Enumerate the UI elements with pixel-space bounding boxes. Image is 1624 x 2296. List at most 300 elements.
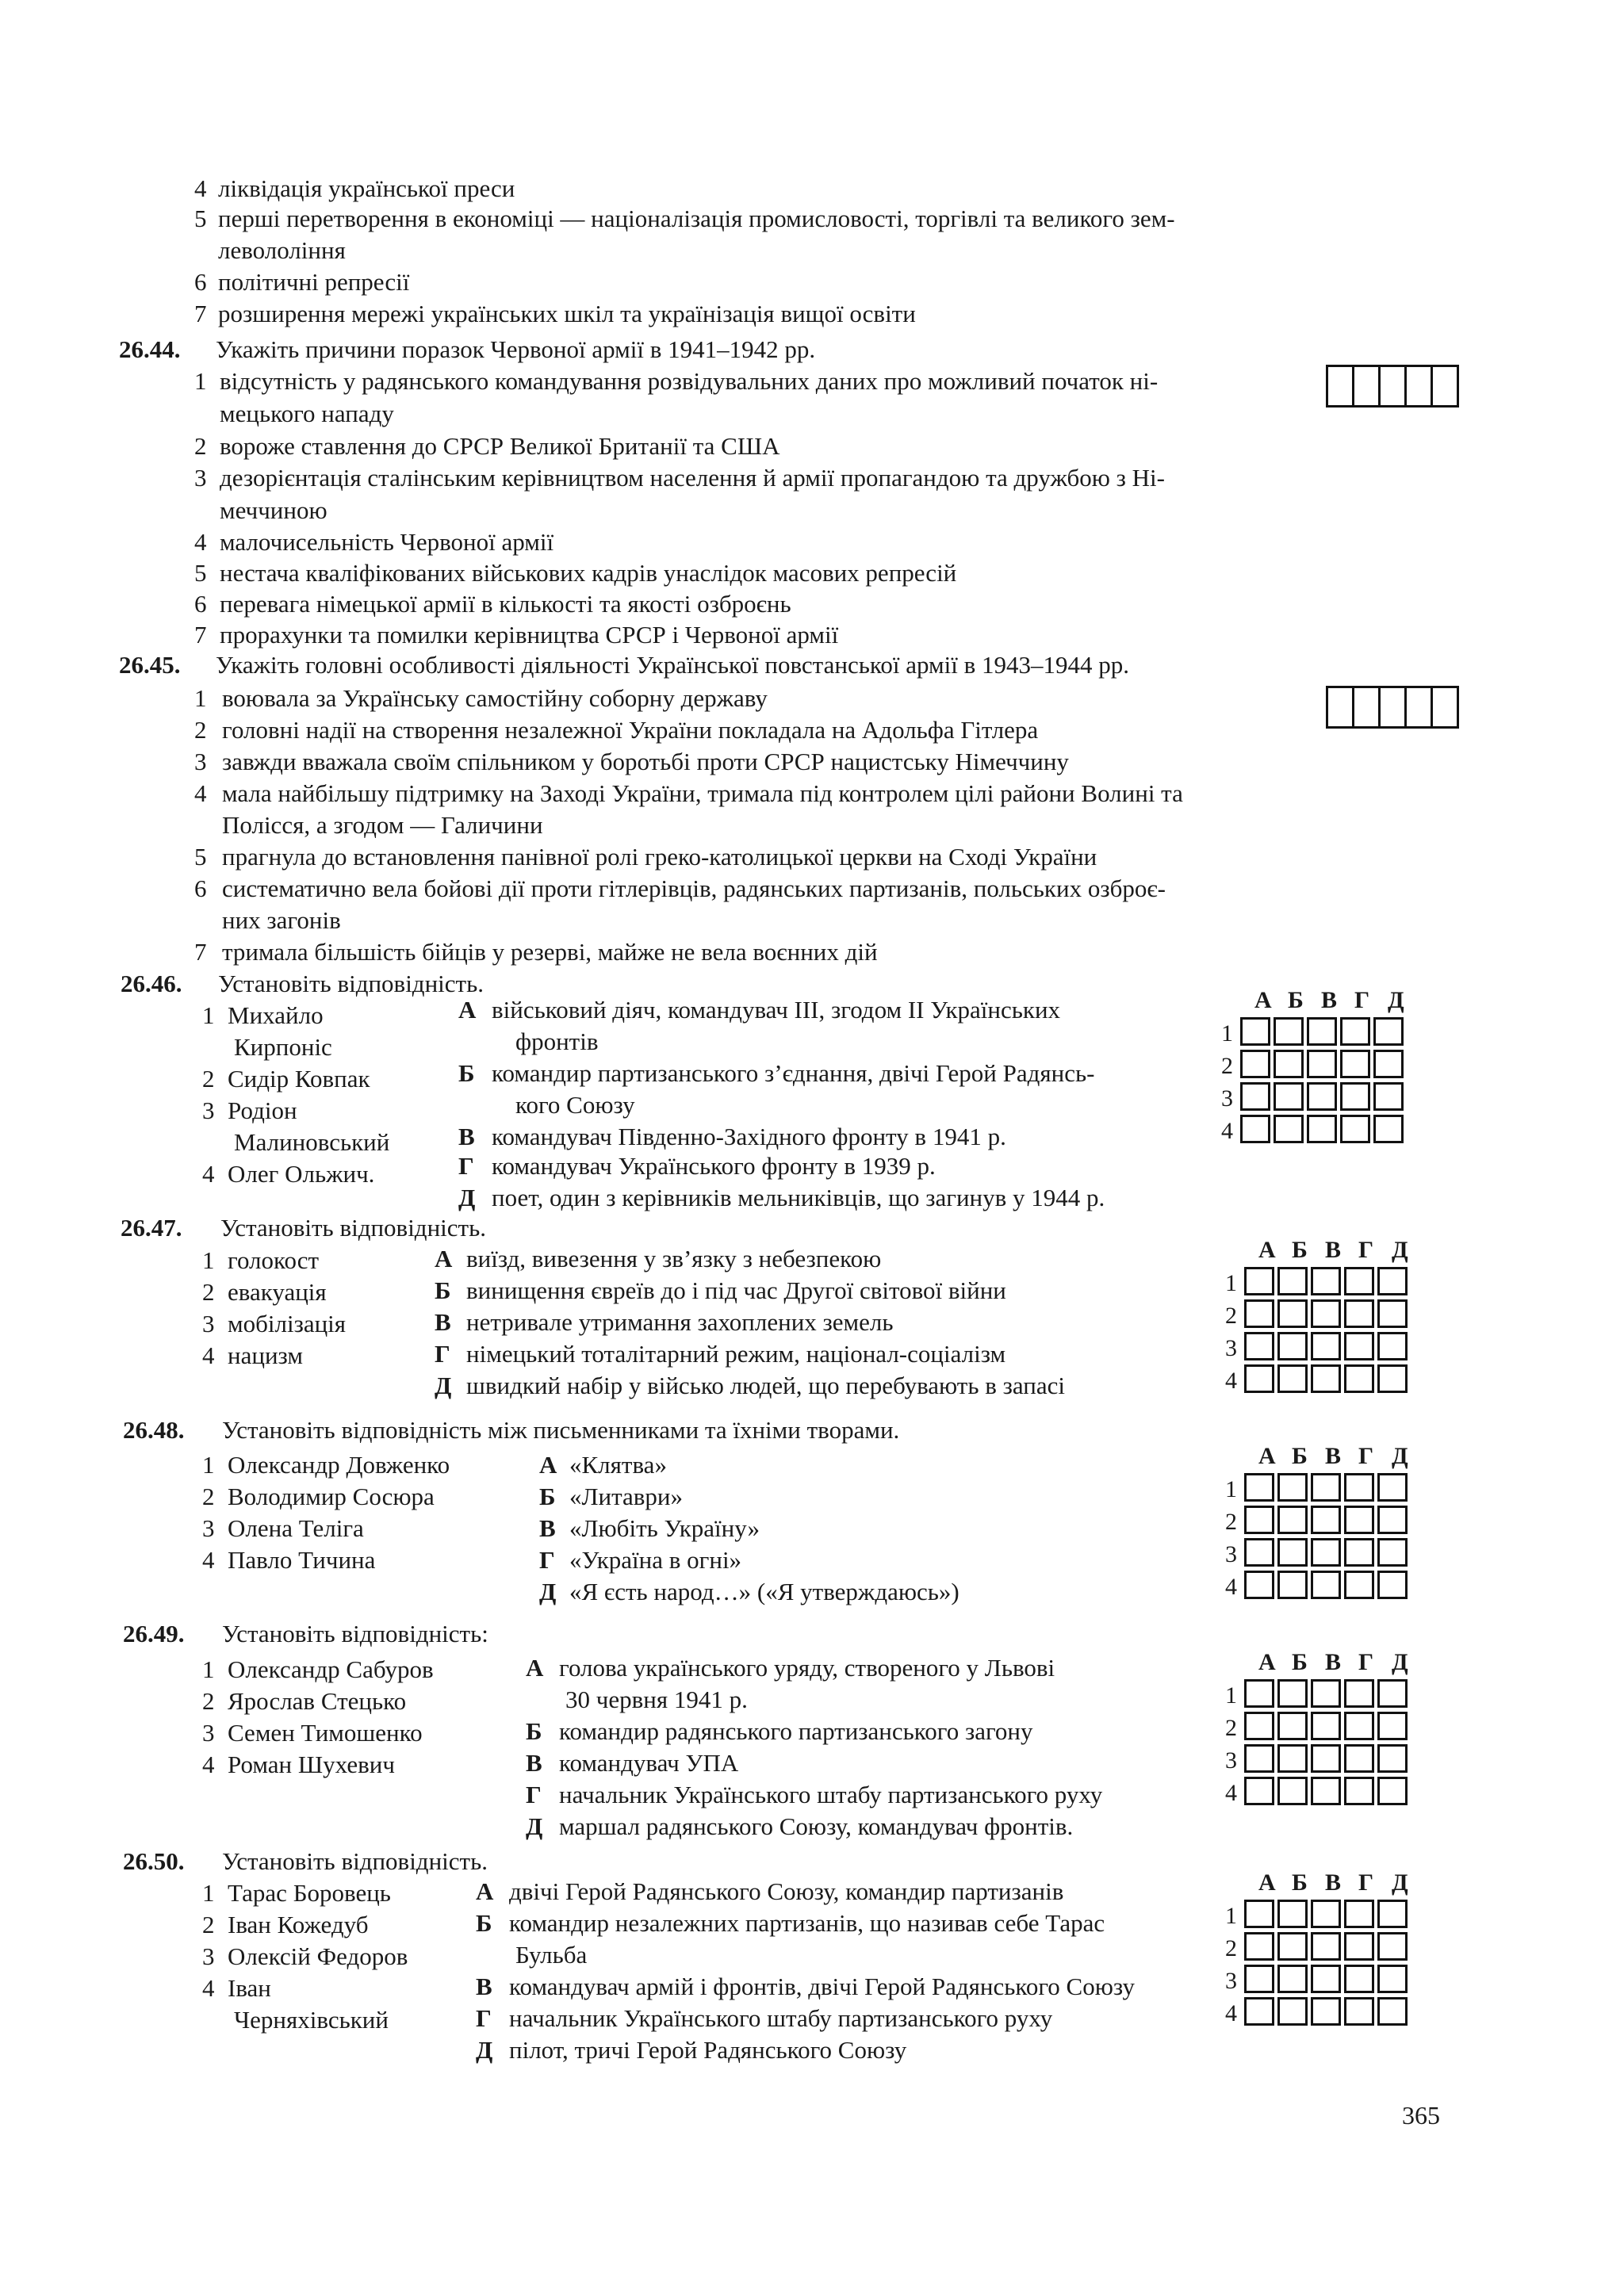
right-letter: Д (458, 1184, 476, 1211)
right-text: начальник Українського штабу партизанського руху (509, 2004, 1053, 2032)
left-text: голокост (228, 1246, 320, 1274)
left-text: Роман Шухевич (228, 1751, 395, 1778)
grid-cell[interactable] (1344, 1679, 1374, 1708)
grid-col-label: Б (1292, 1649, 1308, 1675)
grid-cell[interactable] (1244, 1571, 1274, 1599)
left-num: 1 (202, 1879, 215, 1907)
grid-cell[interactable] (1244, 1965, 1274, 1993)
grid-row-label: 4 (1225, 1368, 1237, 1394)
grid-row-label: 3 (1225, 1335, 1237, 1361)
grid-cell[interactable] (1311, 1997, 1341, 2026)
item-num: 7 (194, 938, 207, 966)
grid-cell[interactable] (1277, 1900, 1308, 1928)
left-num: 4 (202, 1160, 215, 1188)
grid-row-label: 2 (1221, 1053, 1233, 1079)
grid-row-label: 2 (1225, 1935, 1237, 1961)
grid-cell[interactable] (1244, 1777, 1274, 1805)
grid-cell[interactable] (1277, 1571, 1308, 1599)
grid-cell[interactable] (1240, 1017, 1270, 1046)
grid-cell[interactable] (1244, 1332, 1274, 1360)
item-num: 6 (194, 590, 207, 618)
grid-cell[interactable] (1311, 1506, 1341, 1534)
grid-cell[interactable] (1244, 1900, 1274, 1928)
right-letter: В (526, 1749, 542, 1777)
grid-cell[interactable] (1274, 1082, 1304, 1111)
grid-cell[interactable] (1244, 1712, 1274, 1740)
grid-cell[interactable] (1340, 1050, 1370, 1078)
left-text: Михайло (228, 1001, 324, 1029)
right-text: німецький тоталітарний режим, націонал-соціалізм (466, 1340, 1006, 1368)
grid-cell[interactable] (1344, 1364, 1374, 1393)
item-text: малочисельність Червоної армії (220, 528, 554, 556)
answer-box[interactable] (1404, 686, 1433, 729)
grid-cell[interactable] (1244, 1364, 1274, 1393)
grid-row (1244, 1932, 1411, 1961)
answer-box[interactable] (1326, 686, 1354, 729)
right-text: винищення євреїв до і під час Другої світової війни (466, 1276, 1006, 1304)
grid-cell[interactable] (1377, 1744, 1408, 1773)
grid-row (1244, 1299, 1411, 1328)
right-letter: Б (476, 1909, 492, 1937)
grid-col-label: А (1258, 1649, 1276, 1675)
right-letter: А (458, 996, 477, 1024)
item-num: 4 (194, 528, 207, 556)
item-num: 6 (194, 874, 207, 902)
left-cont: Черняхівський (234, 2006, 389, 2034)
grid-cell[interactable] (1344, 1900, 1374, 1928)
grid-cell[interactable] (1307, 1082, 1337, 1111)
right-text: голова українського уряду, створеного у Львові (559, 1654, 1055, 1682)
grid-row-label: 3 (1225, 1968, 1237, 1994)
grid-cell[interactable] (1311, 1932, 1341, 1961)
grid-cell[interactable] (1344, 1299, 1374, 1328)
grid-cell[interactable] (1277, 1712, 1308, 1740)
grid-col-label: В (1325, 1649, 1342, 1675)
item-num: 7 (194, 621, 207, 649)
grid-cell[interactable] (1244, 1473, 1274, 1502)
right-cont: Бульба (515, 1941, 588, 1969)
answer-box[interactable] (1352, 365, 1381, 408)
right-letter: Г (539, 1546, 555, 1574)
right-letter: Д (476, 2036, 493, 2064)
right-text: «Україна в огні» (569, 1546, 742, 1574)
grid-cell[interactable] (1344, 1571, 1374, 1599)
grid-cell[interactable] (1277, 1744, 1308, 1773)
grid-cell[interactable] (1277, 1364, 1308, 1393)
item-text: головні надії на створення незалежної України покладала на Адольфа Гітлера (222, 716, 1039, 744)
left-num: 4 (202, 1546, 215, 1574)
right-text: «Литаври» (569, 1483, 684, 1510)
grid-cell[interactable] (1377, 1332, 1408, 1360)
left-text: Олег Ольжич. (228, 1160, 375, 1188)
grid-row (1244, 1900, 1411, 1928)
prev-item-num: 6 (194, 268, 207, 296)
grid-cell[interactable] (1344, 1777, 1374, 1805)
grid-row-label: 4 (1225, 2000, 1237, 2026)
grid-cell[interactable] (1373, 1017, 1404, 1046)
grid-cell[interactable] (1377, 1997, 1408, 2026)
grid-cell[interactable] (1377, 1473, 1408, 1502)
left-num: 2 (202, 1065, 215, 1093)
left-text: Олексій Федоров (228, 1942, 408, 1970)
item-num: 2 (194, 432, 207, 460)
grid-cell[interactable] (1377, 1712, 1408, 1740)
grid-col-label: Г (1358, 1443, 1374, 1469)
question-number: 26.46. (121, 970, 182, 997)
grid-col-label: Б (1292, 1237, 1308, 1263)
right-text: двічі Герой Радянського Союзу, командир партизанів (509, 1877, 1064, 1905)
item-num: 3 (194, 748, 207, 775)
grid-col-label: Д (1392, 1869, 1408, 1896)
grid-col-label: В (1325, 1869, 1342, 1896)
right-text: виїзд, вивезення у зв’язку з небезпекою (466, 1245, 882, 1272)
grid-cell[interactable] (1377, 1777, 1408, 1805)
grid-row-label: 3 (1221, 1085, 1233, 1112)
grid-cell[interactable] (1274, 1115, 1304, 1143)
grid-cell[interactable] (1311, 1299, 1341, 1328)
right-text: «Любіть Україну» (569, 1514, 760, 1542)
item-num: 2 (194, 716, 207, 744)
question-title: Установіть відповідність. (218, 970, 484, 997)
item-text: тримала більшість бійців у резерві, майже не вела воєнних дій (222, 938, 878, 966)
grid-cell[interactable] (1377, 1506, 1408, 1534)
prev-item-cont: леволоління (218, 236, 346, 264)
left-num: 4 (202, 1341, 215, 1369)
right-letter: Д (539, 1578, 557, 1605)
grid-col-label: А (1254, 987, 1272, 1013)
right-text: «Клятва» (569, 1451, 667, 1479)
left-text: Сидір Ковпак (228, 1065, 370, 1093)
right-text: командувач армій і фронтів, двічі Герой Радянського Союзу (509, 1973, 1135, 2000)
item-num: 5 (194, 559, 207, 587)
grid-cell[interactable] (1311, 1364, 1341, 1393)
right-text: «Я єсть народ…» («Я утверждаюсь») (569, 1578, 959, 1605)
left-num: 4 (202, 1751, 215, 1778)
right-text: командир радянського партизанського загону (559, 1717, 1033, 1745)
grid-row-label: 4 (1221, 1118, 1233, 1144)
grid-cell[interactable] (1277, 1299, 1308, 1328)
grid-cell[interactable] (1344, 1997, 1374, 2026)
right-letter: В (458, 1123, 475, 1150)
left-num: 1 (202, 1451, 215, 1479)
prev-item-num: 7 (194, 300, 207, 327)
right-letter: Б (539, 1483, 556, 1510)
right-text: поет, один з керівників мельниківців, що загинув у 1944 р. (492, 1184, 1105, 1211)
item-text: дезорієнтація сталінським керівництвом населення й армії пропагандою та дружбою з Ні- (220, 464, 1165, 492)
right-text: командир незалежних партизанів, що називав себе Тарас (509, 1909, 1105, 1937)
grid-row (1244, 1267, 1411, 1295)
item-num: 5 (194, 843, 207, 871)
grid-row (1244, 1506, 1411, 1534)
question-number: 26.44. (119, 335, 181, 363)
grid-col-label: Г (1354, 987, 1370, 1013)
item-text: відсутність у радянського командування розвідувальних даних про можливий початок ні- (220, 367, 1159, 395)
question-number: 26.47. (121, 1214, 182, 1242)
answer-box[interactable] (1378, 365, 1407, 408)
grid-cell[interactable] (1377, 1267, 1408, 1295)
grid-cell[interactable] (1344, 1965, 1374, 1993)
grid-cell[interactable] (1240, 1082, 1270, 1111)
grid-col-label: А (1258, 1869, 1276, 1896)
left-text: евакуація (228, 1278, 327, 1306)
grid-cell[interactable] (1244, 1679, 1274, 1708)
grid-cell[interactable] (1340, 1115, 1370, 1143)
grid-cell[interactable] (1373, 1115, 1404, 1143)
grid-cell[interactable] (1311, 1538, 1341, 1567)
grid-cell[interactable] (1307, 1050, 1337, 1078)
grid-cell[interactable] (1307, 1017, 1337, 1046)
item-text: мала найбільшу підтримку на Заході України, тримала під контролем цілі райони Волині та (222, 779, 1183, 807)
grid-row-label: 1 (1221, 1020, 1233, 1047)
prev-item-text: ліквідація української преси (218, 174, 515, 202)
item-num: 1 (194, 367, 207, 395)
right-letter: В (539, 1514, 556, 1542)
grid-cell[interactable] (1244, 1744, 1274, 1773)
grid-cell[interactable] (1311, 1571, 1341, 1599)
answer-box[interactable] (1431, 365, 1459, 408)
item-cont: меччиною (220, 496, 327, 524)
right-text: військовий діяч, командувач III, згодом II Українських (492, 996, 1061, 1024)
answer-box[interactable] (1404, 365, 1433, 408)
grid-cell[interactable] (1240, 1050, 1270, 1078)
grid-col-label: Б (1292, 1443, 1308, 1469)
right-text: нетривале утримання захоплених земель (466, 1308, 894, 1336)
grid-cell[interactable] (1244, 1932, 1274, 1961)
grid-row-label: 2 (1225, 1715, 1237, 1741)
item-cont: Полісся, а згодом — Галичини (222, 811, 543, 839)
prev-item-text: політичні репресії (218, 268, 410, 296)
left-num: 3 (202, 1310, 215, 1337)
grid-cell[interactable] (1277, 1777, 1308, 1805)
left-text: Олександр Сабуров (228, 1655, 434, 1683)
left-num: 2 (202, 1278, 215, 1306)
grid-cell[interactable] (1240, 1115, 1270, 1143)
left-text: Тарас Боровець (228, 1879, 391, 1907)
left-num: 4 (202, 1974, 215, 2002)
left-cont: Кирпоніс (234, 1033, 332, 1061)
right-text: маршал радянського Союзу, командувач фронтів. (559, 1812, 1074, 1840)
grid-row (1244, 1997, 1411, 2026)
grid-row (1244, 1473, 1411, 1502)
left-num: 1 (202, 1001, 215, 1029)
grid-row-label: 3 (1225, 1541, 1237, 1567)
right-cont: фронтів (515, 1027, 599, 1055)
grid-cell[interactable] (1274, 1017, 1304, 1046)
grid-cell[interactable] (1344, 1712, 1374, 1740)
question-title: Укажіть причини поразок Червоної армії в 1941–1942 рр. (216, 335, 816, 363)
grid-cell[interactable] (1373, 1082, 1404, 1111)
grid-cell[interactable] (1377, 1538, 1408, 1567)
right-letter: Б (526, 1717, 542, 1745)
grid-col-label: В (1325, 1237, 1342, 1263)
grid-col-label: А (1258, 1443, 1276, 1469)
grid-cell[interactable] (1311, 1679, 1341, 1708)
item-text: воювала за Українську самостійну соборну державу (222, 684, 768, 712)
grid-cell[interactable] (1277, 1506, 1308, 1534)
grid-cell[interactable] (1373, 1050, 1404, 1078)
grid-cell[interactable] (1344, 1506, 1374, 1534)
grid-cell[interactable] (1277, 1267, 1308, 1295)
grid-cell[interactable] (1277, 1997, 1308, 2026)
grid-row (1244, 1744, 1411, 1773)
grid-row (1244, 1538, 1411, 1567)
left-text: Володимир Сосюра (228, 1483, 435, 1510)
grid-cell[interactable] (1344, 1744, 1374, 1773)
grid-cell[interactable] (1340, 1017, 1370, 1046)
grid-cell[interactable] (1377, 1900, 1408, 1928)
left-text: Іван Кожедуб (228, 1911, 369, 1938)
grid-cell[interactable] (1274, 1050, 1304, 1078)
left-num: 3 (202, 1514, 215, 1542)
grid-cell[interactable] (1277, 1473, 1308, 1502)
grid-cell[interactable] (1311, 1965, 1341, 1993)
grid-col-label: Г (1358, 1649, 1374, 1675)
left-text: Ярослав Стецько (228, 1687, 407, 1715)
left-text: Семен Тимошенко (228, 1719, 423, 1747)
grid-col-label: Д (1392, 1649, 1408, 1675)
grid-cell[interactable] (1344, 1267, 1374, 1295)
grid-cell[interactable] (1311, 1744, 1341, 1773)
question-title: Укажіть головні особливості діяльності Української повстанської армії в 1943–1944 рр. (216, 651, 1129, 679)
grid-row (1244, 1364, 1411, 1393)
grid-col-label: В (1325, 1443, 1342, 1469)
grid-col-label: А (1258, 1237, 1276, 1263)
grid-cell[interactable] (1377, 1679, 1408, 1708)
right-letter: В (476, 1973, 492, 2000)
prev-item-text: перші перетворення в економіці — націоналізація промисловості, торгівлі та великого зем- (218, 205, 1175, 232)
grid-row-label: 1 (1225, 1270, 1237, 1296)
grid-cell[interactable] (1277, 1932, 1308, 1961)
grid-row (1244, 1777, 1411, 1805)
question-title: Установіть відповідність між письменниками та їхніми творами. (222, 1416, 900, 1444)
grid-row-label: 4 (1225, 1780, 1237, 1806)
grid-cell[interactable] (1311, 1332, 1341, 1360)
right-letter: А (435, 1245, 453, 1272)
left-text: Павло Тичина (228, 1546, 376, 1574)
right-text: командувач УПА (559, 1749, 739, 1777)
right-letter: В (435, 1308, 451, 1336)
right-letter: Д (435, 1372, 452, 1399)
grid-cell[interactable] (1277, 1679, 1308, 1708)
right-letter: А (526, 1654, 544, 1682)
item-text: нестача кваліфікованих військових кадрів унаслідок масових репресій (220, 559, 957, 587)
grid-cell[interactable] (1344, 1473, 1374, 1502)
question-number: 26.48. (123, 1416, 185, 1444)
grid-cell[interactable] (1377, 1932, 1408, 1961)
left-text: Родіон (228, 1096, 297, 1124)
grid-cell[interactable] (1307, 1115, 1337, 1143)
grid-cell[interactable] (1311, 1712, 1341, 1740)
grid-cell[interactable] (1277, 1538, 1308, 1567)
right-text: командувач Південно-Західного фронту в 1941 р. (492, 1123, 1006, 1150)
question-number: 26.45. (119, 651, 181, 679)
answer-box[interactable] (1431, 686, 1459, 729)
grid-cell[interactable] (1277, 1332, 1308, 1360)
grid-row (1244, 1965, 1411, 1993)
grid-cell[interactable] (1344, 1538, 1374, 1567)
grid-col-label: Г (1358, 1869, 1374, 1896)
grid-cell[interactable] (1244, 1267, 1274, 1295)
question-title: Установіть відповідність: (222, 1620, 488, 1647)
item-text: завжди вважала своїм спільником у боротьбі проти СРСР нацистську Німеччину (222, 748, 1069, 775)
left-num: 3 (202, 1719, 215, 1747)
grid-row-label: 1 (1225, 1903, 1237, 1929)
grid-cell[interactable] (1344, 1332, 1374, 1360)
right-letter: Б (435, 1276, 451, 1304)
right-text: командувач Українського фронту в 1939 р. (492, 1152, 936, 1180)
right-text: швидкий набір у військо людей, що перебувають в запасі (466, 1372, 1065, 1399)
grid-row (1244, 1571, 1411, 1599)
answer-box[interactable] (1352, 686, 1381, 729)
grid-row-label: 4 (1225, 1574, 1237, 1600)
left-num: 3 (202, 1096, 215, 1124)
grid-cell[interactable] (1377, 1299, 1408, 1328)
grid-cell[interactable] (1311, 1900, 1341, 1928)
grid-col-label: В (1321, 987, 1338, 1013)
grid-cell[interactable] (1344, 1932, 1374, 1961)
grid-row (1240, 1017, 1407, 1046)
right-letter: А (539, 1451, 557, 1479)
page-number: 365 (1402, 2101, 1440, 2130)
prev-item-num: 5 (194, 205, 207, 232)
grid-col-label: Д (1388, 987, 1404, 1013)
right-letter: Г (476, 2004, 492, 2032)
answer-box[interactable] (1326, 365, 1354, 408)
left-num: 2 (202, 1483, 215, 1510)
grid-row-label: 1 (1225, 1682, 1237, 1709)
item-num: 4 (194, 779, 207, 807)
grid-cell[interactable] (1244, 1997, 1274, 2026)
right-text: командир партизанського з’єднання, двічі Герой Радянсь- (492, 1059, 1095, 1087)
grid-cell[interactable] (1311, 1267, 1341, 1295)
grid-row (1240, 1050, 1407, 1078)
grid-cell[interactable] (1311, 1473, 1341, 1502)
grid-row (1240, 1115, 1407, 1143)
answer-box[interactable] (1378, 686, 1407, 729)
left-text: нацизм (228, 1341, 303, 1369)
grid-col-label: Г (1358, 1237, 1374, 1263)
item-cont: них загонів (222, 906, 341, 934)
grid-cell[interactable] (1244, 1506, 1274, 1534)
grid-row-label: 1 (1225, 1476, 1237, 1502)
grid-cell[interactable] (1377, 1364, 1408, 1393)
left-text: Олена Теліга (228, 1514, 364, 1542)
grid-col-label: Б (1292, 1869, 1308, 1896)
right-cont: 30 червня 1941 р. (565, 1686, 748, 1713)
item-cont: мецького нападу (220, 400, 394, 427)
grid-row-label: 2 (1225, 1303, 1237, 1329)
right-letter: Г (435, 1340, 450, 1368)
grid-cell[interactable] (1311, 1777, 1341, 1805)
left-text: Олександр Довженко (228, 1451, 450, 1479)
right-letter: А (476, 1877, 494, 1905)
right-text: пілот, тричі Герой Радянського Союзу (509, 2036, 907, 2064)
left-num: 1 (202, 1655, 215, 1683)
left-num: 3 (202, 1942, 215, 1970)
grid-cell[interactable] (1244, 1299, 1274, 1328)
grid-cell[interactable] (1377, 1965, 1408, 1993)
grid-cell[interactable] (1244, 1538, 1274, 1567)
grid-cell[interactable] (1277, 1965, 1308, 1993)
grid-cell[interactable] (1340, 1082, 1370, 1111)
right-letter: Б (458, 1059, 475, 1087)
item-text: систематично вела бойові дії проти гітлерівців, радянських партизанів, польських озброє- (222, 874, 1166, 902)
question-title: Установіть відповідність. (222, 1847, 488, 1875)
left-text: Іван (228, 1974, 271, 2002)
grid-cell[interactable] (1377, 1571, 1408, 1599)
item-text: перевага німецької армії в кількості та якості озброєнь (220, 590, 791, 618)
grid-row (1244, 1712, 1411, 1740)
